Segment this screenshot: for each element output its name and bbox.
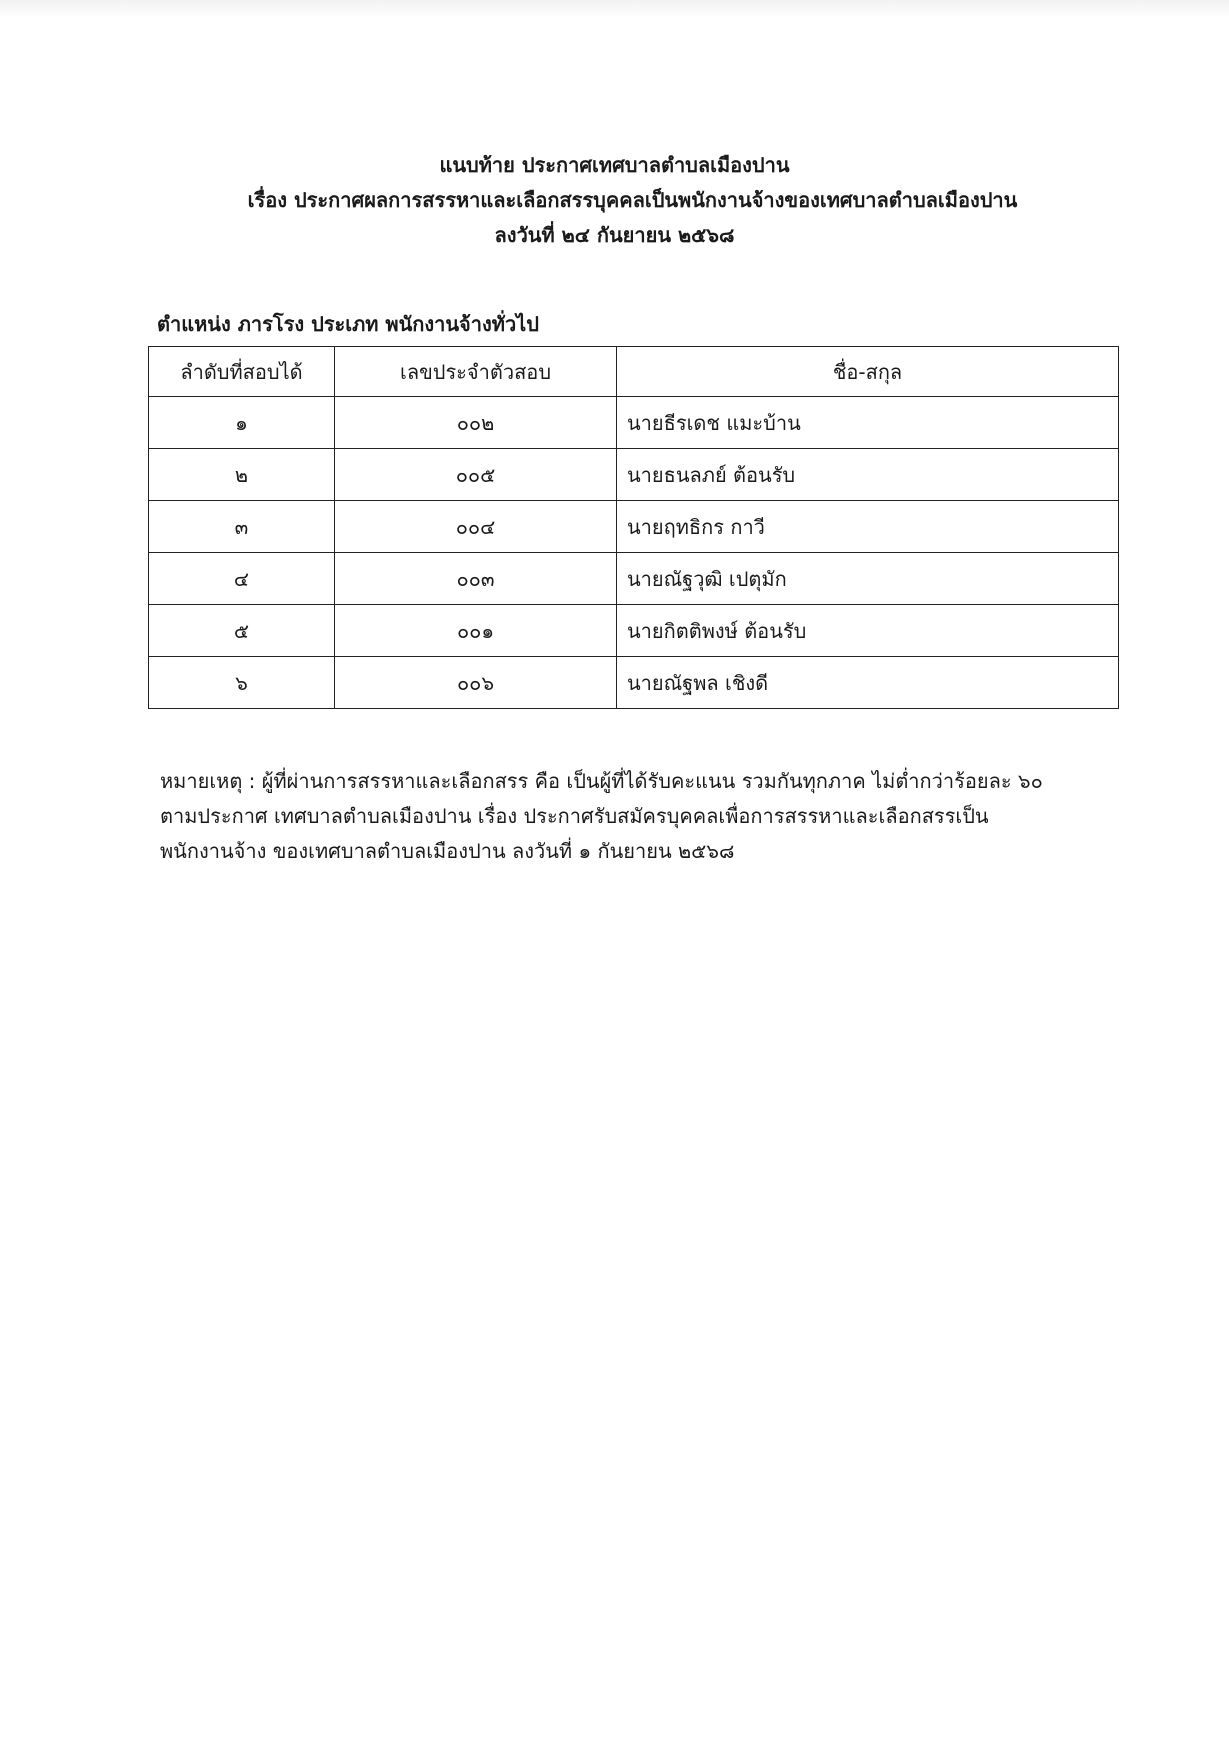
cell-exam-id: ๐๐๖ <box>335 657 617 709</box>
remark-line-1: หมายเหตุ : ผู้ที่ผ่านการสรรหาและเลือกสรร คือ เป็นผู้ที่ได้รับคะแนน รวมกันทุกภาค ไม่ต่ำกว่าร้อยละ ๖๐ <box>160 769 1043 793</box>
remark-line-2: ตามประกาศ เทศบาลตำบลเมืองปาน เรื่อง ประกาศรับสมัครบุคคลเพื่อการสรรหาและเลือกสรรเป็น <box>160 804 989 828</box>
results-table <box>148 346 1119 709</box>
document-header <box>0 148 1229 253</box>
cell-exam-id: ๐๐๕ <box>335 449 617 501</box>
cell-rank: ๖ <box>149 657 335 709</box>
column-header-name: ชื่อ-สกุล <box>617 347 1119 397</box>
scan-edge-shadow <box>0 0 1229 18</box>
table-header-row <box>149 347 1119 397</box>
cell-exam-id: ๐๐๒ <box>335 397 617 449</box>
table-row <box>149 553 1119 605</box>
cell-rank: ๓ <box>149 501 335 553</box>
header-subject-line: เรื่อง ประกาศผลการสรรหาและเลือกสรรบุคคลเป็นพนักงานจ้างของเทศบาลตำบลเมืองปาน <box>247 188 1018 212</box>
table-row <box>149 397 1119 449</box>
header-attachment-line: แนบท้าย ประกาศเทศบาลตำบลเมืองปาน <box>439 153 790 177</box>
cell-name: นายณัฐวุฒิ เปตุมัก <box>617 553 1119 605</box>
table-row <box>149 605 1119 657</box>
cell-exam-id: ๐๐๓ <box>335 553 617 605</box>
cell-rank: ๒ <box>149 449 335 501</box>
cell-rank: ๕ <box>149 605 335 657</box>
cell-rank: ๑ <box>149 397 335 449</box>
cell-name: นายกิตติพงษ์ ต้อนรับ <box>617 605 1119 657</box>
table-row <box>149 449 1119 501</box>
header-date-line: ลงวันที่ ๒๔ กันยายน ๒๕๖๘ <box>494 223 735 247</box>
column-header-exam-id: เลขประจำตัวสอบ <box>335 347 617 397</box>
cell-exam-id: ๐๐๑ <box>335 605 617 657</box>
position-title: ตำแหน่ง ภารโรง ประเภท พนักงานจ้างทั่วไป <box>157 312 539 336</box>
cell-name: นายธนลภย์ ต้อนรับ <box>617 449 1119 501</box>
cell-name: นายธีรเดช แมะบ้าน <box>617 397 1119 449</box>
cell-name: นายฤทธิกร กาวี <box>617 501 1119 553</box>
cell-name: นายณัฐพล เชิงดี <box>617 657 1119 709</box>
column-header-rank: ลำดับที่สอบได้ <box>149 347 335 397</box>
cell-rank: ๔ <box>149 553 335 605</box>
remark-line-3: พนักงานจ้าง ของเทศบาลตำบลเมืองปาน ลงวันที่ ๑ กันยายน ๒๕๖๘ <box>160 839 735 863</box>
table-row <box>149 501 1119 553</box>
remark-note <box>160 764 1100 869</box>
table-row <box>149 657 1119 709</box>
cell-exam-id: ๐๐๔ <box>335 501 617 553</box>
